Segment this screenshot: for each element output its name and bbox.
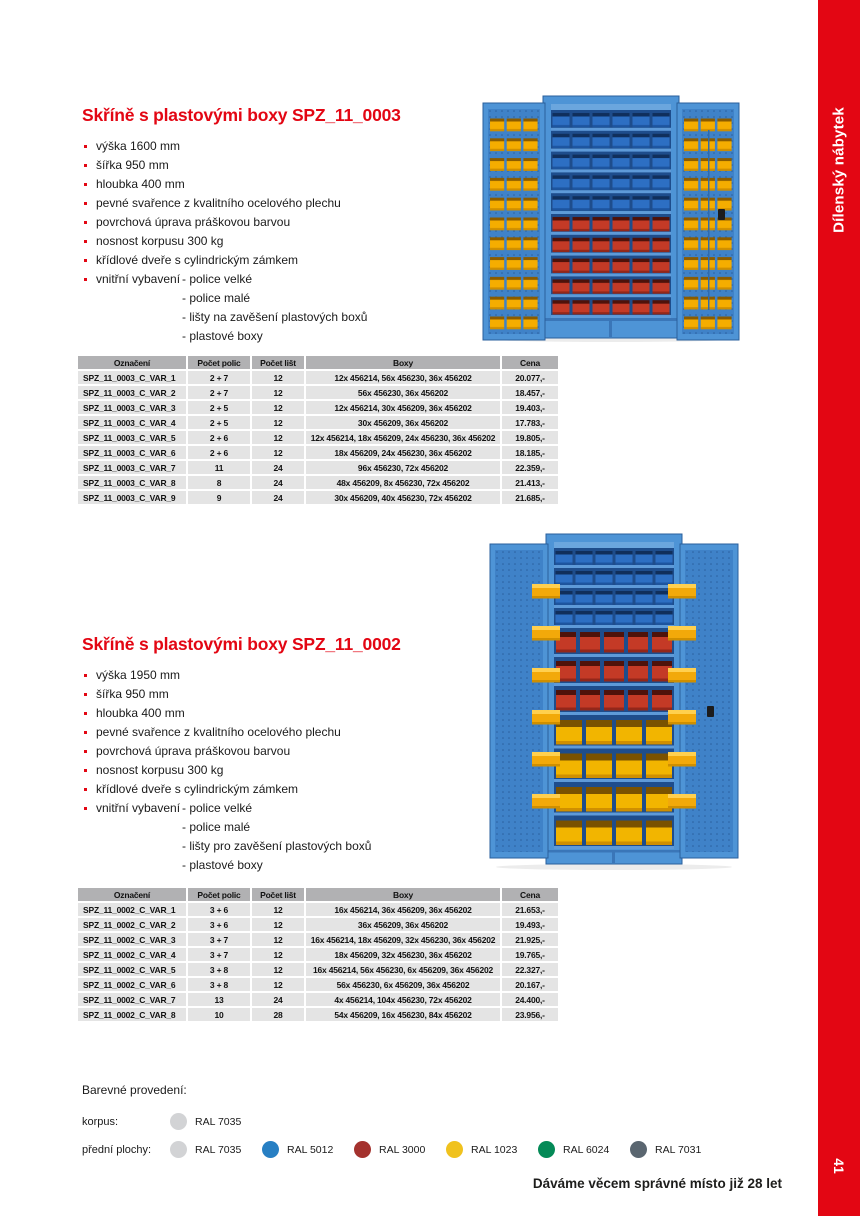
bullet-text: šířka 950 mm bbox=[96, 687, 169, 701]
cell-oznaceni: SPZ_11_0002_C_VAR_1 bbox=[78, 903, 186, 916]
cell-boxy: 56x 456230, 6x 456209, 36x 456202 bbox=[306, 978, 500, 991]
cell-oznaceni: SPZ_11_0003_C_VAR_2 bbox=[78, 386, 186, 399]
cell-boxy: 16x 456214, 56x 456230, 6x 456209, 36x 456202 bbox=[306, 963, 500, 976]
cell-oznaceni: SPZ_11_0003_C_VAR_1 bbox=[78, 371, 186, 384]
cell-boxy: 16x 456214, 18x 456209, 32x 456230, 36x 456202 bbox=[306, 933, 500, 946]
cell-pocet-polic: 8 bbox=[188, 476, 250, 489]
cell-oznaceni: SPZ_11_0003_C_VAR_3 bbox=[78, 401, 186, 414]
cell-pocet-polic: 2 + 5 bbox=[188, 401, 250, 414]
bullet-text: hloubka 400 mm bbox=[96, 177, 185, 191]
bullet-text: křídlové dveře s cylindrickým zámkem bbox=[96, 253, 299, 267]
bullet-icon bbox=[84, 259, 87, 262]
cell-pocet-polic: 9 bbox=[188, 491, 250, 504]
swatch-circle-icon bbox=[446, 1141, 463, 1158]
korpus-label: korpus: bbox=[82, 1115, 119, 1128]
bullet-icon bbox=[84, 164, 87, 167]
cell-boxy: 12x 456214, 18x 456209, 24x 456230, 36x 456202 bbox=[306, 431, 500, 444]
cell-pocet-list: 12 bbox=[252, 446, 304, 459]
bullet-icon bbox=[84, 202, 87, 205]
cell-boxy: 48x 456209, 8x 456230, 72x 456202 bbox=[306, 476, 500, 489]
color-swatch bbox=[538, 1141, 630, 1158]
cell-cena: 18.185,- bbox=[502, 446, 558, 459]
cell-cena: 22.359,- bbox=[502, 461, 558, 474]
equipment-item: - plastové boxy bbox=[182, 858, 263, 872]
front-color-row bbox=[82, 1141, 722, 1158]
table-row bbox=[78, 431, 558, 444]
swatch-label: RAL 6024 bbox=[563, 1143, 610, 1156]
bullet-text: výška 1600 mm bbox=[96, 139, 181, 153]
lock-icon bbox=[718, 209, 725, 220]
swatch-circle-icon bbox=[354, 1141, 371, 1158]
table-row bbox=[78, 993, 558, 1006]
list-item bbox=[82, 156, 472, 175]
korpus-color-row bbox=[82, 1113, 722, 1130]
equipment-item: - plastové boxy bbox=[182, 329, 263, 343]
table-header-cell: Cena bbox=[502, 888, 558, 901]
cell-cena: 20.077,- bbox=[502, 371, 558, 384]
front-label: přední plochy: bbox=[82, 1143, 152, 1156]
cell-boxy: 96x 456230, 72x 456202 bbox=[306, 461, 500, 474]
cell-boxy: 4x 456214, 104x 456230, 72x 456202 bbox=[306, 993, 500, 1006]
table-header-cell: Cena bbox=[502, 356, 558, 369]
cell-pocet-polic: 2 + 7 bbox=[188, 371, 250, 384]
list-item bbox=[82, 742, 472, 761]
page-title: Skříně s plastovými boxy SPZ_11_0003 bbox=[82, 105, 401, 125]
table-header-cell: Označení bbox=[78, 888, 186, 901]
bullet-text: šířka 950 mm bbox=[96, 158, 169, 172]
list-item bbox=[82, 175, 472, 194]
list-item bbox=[82, 194, 472, 213]
cell-boxy: 36x 456209, 36x 456202 bbox=[306, 918, 500, 931]
cabinet-photo-spz-11-0003 bbox=[475, 90, 747, 342]
cell-pocet-polic: 3 + 7 bbox=[188, 933, 250, 946]
cell-oznaceni: SPZ_11_0003_C_VAR_7 bbox=[78, 461, 186, 474]
swatch-label: RAL 7035 bbox=[195, 1143, 242, 1156]
cell-pocet-polic: 3 + 8 bbox=[188, 978, 250, 991]
equipment-row bbox=[82, 799, 472, 872]
color-swatch bbox=[170, 1113, 262, 1130]
colors-title: Barevné provedení: bbox=[82, 1083, 187, 1097]
list-item bbox=[82, 685, 472, 704]
cell-oznaceni: SPZ_11_0002_C_VAR_4 bbox=[78, 948, 186, 961]
table-row bbox=[78, 918, 558, 931]
cell-pocet-polic: 10 bbox=[188, 1008, 250, 1021]
cell-oznaceni: SPZ_11_0002_C_VAR_5 bbox=[78, 963, 186, 976]
cell-pocet-polic: 3 + 7 bbox=[188, 948, 250, 961]
cell-pocet-list: 12 bbox=[252, 978, 304, 991]
cell-pocet-polic: 11 bbox=[188, 461, 250, 474]
side-tab-label: Dílenský nábytek bbox=[830, 107, 848, 233]
cell-boxy: 18x 456209, 32x 456230, 36x 456202 bbox=[306, 948, 500, 961]
table-header-cell: Počet polic bbox=[188, 888, 250, 901]
cell-oznaceni: SPZ_11_0003_C_VAR_5 bbox=[78, 431, 186, 444]
cell-cena: 23.956,- bbox=[502, 1008, 558, 1021]
bullet-icon bbox=[84, 145, 87, 148]
footer-tagline: Dáváme věcem správné místo již 28 let bbox=[532, 1176, 782, 1191]
cell-cena: 21.653,- bbox=[502, 903, 558, 916]
spec-table-spz-11-0003 bbox=[76, 354, 560, 506]
bullet-text: hloubka 400 mm bbox=[96, 706, 185, 720]
side-tab bbox=[818, 0, 860, 1216]
equipment-row bbox=[82, 270, 472, 343]
cell-oznaceni: SPZ_11_0003_C_VAR_9 bbox=[78, 491, 186, 504]
bullet-icon bbox=[84, 240, 87, 243]
spec-table-spz-11-0002 bbox=[76, 886, 560, 1023]
color-swatch bbox=[170, 1141, 262, 1158]
equipment-item: - police malé bbox=[182, 820, 251, 834]
cell-boxy: 54x 456209, 16x 456230, 84x 456202 bbox=[306, 1008, 500, 1021]
bullet-icon bbox=[84, 712, 87, 715]
cell-pocet-list: 12 bbox=[252, 431, 304, 444]
cell-pocet-polic: 2 + 6 bbox=[188, 446, 250, 459]
bullet-icon bbox=[84, 693, 87, 696]
cell-oznaceni: SPZ_11_0002_C_VAR_2 bbox=[78, 918, 186, 931]
equipment-label: vnitřní vybavení bbox=[96, 801, 181, 815]
bullet-list bbox=[82, 666, 472, 799]
cell-cena: 19.493,- bbox=[502, 918, 558, 931]
cell-pocet-polic: 2 + 6 bbox=[188, 431, 250, 444]
section-spz-11-0003 bbox=[82, 105, 472, 343]
equipment-items bbox=[182, 799, 371, 875]
table-row bbox=[78, 371, 558, 384]
bullet-icon bbox=[84, 674, 87, 677]
cell-cena: 20.167,- bbox=[502, 978, 558, 991]
cell-pocet-list: 12 bbox=[252, 948, 304, 961]
swatch-circle-icon bbox=[630, 1141, 647, 1158]
swatch-label: RAL 7031 bbox=[655, 1143, 702, 1156]
cell-oznaceni: SPZ_11_0003_C_VAR_4 bbox=[78, 416, 186, 429]
swatch-label: RAL 5012 bbox=[287, 1143, 334, 1156]
cell-boxy: 30x 456209, 36x 456202 bbox=[306, 416, 500, 429]
page-number: 41 bbox=[831, 1158, 847, 1174]
list-item bbox=[82, 666, 472, 685]
bullet-text: pevné svařence z kvalitního ocelového plechu bbox=[96, 725, 341, 739]
cell-pocet-list: 28 bbox=[252, 1008, 304, 1021]
color-swatch bbox=[354, 1141, 446, 1158]
list-item bbox=[82, 761, 472, 780]
cell-cena: 21.413,- bbox=[502, 476, 558, 489]
bullet-list bbox=[82, 137, 472, 270]
table-row bbox=[78, 416, 558, 429]
table-row bbox=[78, 476, 558, 489]
cell-pocet-polic: 2 + 5 bbox=[188, 416, 250, 429]
cell-pocet-list: 12 bbox=[252, 918, 304, 931]
bullet-icon bbox=[84, 731, 87, 734]
table-row bbox=[78, 461, 558, 474]
swatch-label: RAL 1023 bbox=[471, 1143, 518, 1156]
table-header-cell: Označení bbox=[78, 356, 186, 369]
bullet-icon bbox=[84, 183, 87, 186]
table-row bbox=[78, 933, 558, 946]
equipment-label: vnitřní vybavení bbox=[96, 272, 181, 286]
table-row bbox=[78, 386, 558, 399]
table-row bbox=[78, 978, 558, 991]
cabinet-photo-spz-11-0002 bbox=[486, 526, 742, 871]
bullet-text: nosnost korpusu 300 kg bbox=[96, 234, 224, 248]
bullet-text: povrchová úprava práškovou barvou bbox=[96, 744, 291, 758]
bullet-icon bbox=[84, 278, 87, 281]
table-row bbox=[78, 963, 558, 976]
table-header-cell: Počet polic bbox=[188, 356, 250, 369]
bullet-text: nosnost korpusu 300 kg bbox=[96, 763, 224, 777]
cell-pocet-polic: 13 bbox=[188, 993, 250, 1006]
cell-oznaceni: SPZ_11_0003_C_VAR_6 bbox=[78, 446, 186, 459]
cell-pocet-list: 12 bbox=[252, 963, 304, 976]
swatch-circle-icon bbox=[262, 1141, 279, 1158]
cell-cena: 21.925,- bbox=[502, 933, 558, 946]
cell-pocet-polic: 3 + 6 bbox=[188, 918, 250, 931]
bullet-icon bbox=[84, 807, 87, 810]
cell-pocet-list: 24 bbox=[252, 461, 304, 474]
table-row bbox=[78, 491, 558, 504]
cell-pocet-list: 12 bbox=[252, 371, 304, 384]
cell-cena: 19.403,- bbox=[502, 401, 558, 414]
cell-oznaceni: SPZ_11_0002_C_VAR_7 bbox=[78, 993, 186, 1006]
equipment-item: - police malé bbox=[182, 291, 251, 305]
table-row bbox=[78, 948, 558, 961]
colors-section bbox=[82, 1083, 722, 1158]
list-item bbox=[82, 723, 472, 742]
front-swatches bbox=[170, 1141, 722, 1158]
color-swatch bbox=[446, 1141, 538, 1158]
cell-boxy: 18x 456209, 24x 456230, 36x 456202 bbox=[306, 446, 500, 459]
table-header-cell: Počet lišt bbox=[252, 356, 304, 369]
table-header-cell: Počet lišt bbox=[252, 888, 304, 901]
cell-oznaceni: SPZ_11_0003_C_VAR_8 bbox=[78, 476, 186, 489]
cell-boxy: 12x 456214, 30x 456209, 36x 456202 bbox=[306, 401, 500, 414]
cell-pocet-list: 12 bbox=[252, 933, 304, 946]
equipment-items bbox=[182, 270, 367, 346]
cell-pocet-list: 12 bbox=[252, 401, 304, 414]
list-item bbox=[82, 704, 472, 723]
swatch-label: RAL 7035 bbox=[195, 1115, 242, 1128]
cell-pocet-list: 12 bbox=[252, 903, 304, 916]
equipment-item: - police velké bbox=[182, 801, 253, 815]
table-header-row bbox=[78, 356, 558, 369]
table-row bbox=[78, 903, 558, 916]
color-swatch bbox=[262, 1141, 354, 1158]
cell-pocet-list: 24 bbox=[252, 476, 304, 489]
table-header-cell: Boxy bbox=[306, 356, 500, 369]
table-header-cell: Boxy bbox=[306, 888, 500, 901]
list-item bbox=[82, 232, 472, 251]
list-item bbox=[82, 213, 472, 232]
cell-pocet-polic: 3 + 6 bbox=[188, 903, 250, 916]
cell-pocet-polic: 2 + 7 bbox=[188, 386, 250, 399]
cell-cena: 22.327,- bbox=[502, 963, 558, 976]
list-item bbox=[82, 137, 472, 156]
swatch-circle-icon bbox=[170, 1141, 187, 1158]
cell-cena: 17.783,- bbox=[502, 416, 558, 429]
cell-oznaceni: SPZ_11_0002_C_VAR_8 bbox=[78, 1008, 186, 1021]
cell-cena: 19.805,- bbox=[502, 431, 558, 444]
cell-cena: 18.457,- bbox=[502, 386, 558, 399]
table-row bbox=[78, 446, 558, 459]
bullet-text: povrchová úprava práškovou barvou bbox=[96, 215, 291, 229]
cell-oznaceni: SPZ_11_0002_C_VAR_6 bbox=[78, 978, 186, 991]
cell-cena: 19.765,- bbox=[502, 948, 558, 961]
bullet-icon bbox=[84, 750, 87, 753]
table-row bbox=[78, 1008, 558, 1021]
bullet-text: křídlové dveře s cylindrickým zámkem bbox=[96, 782, 299, 796]
equipment-item: - lišty pro zavěšení plastových boxů bbox=[182, 839, 372, 853]
swatch-circle-icon bbox=[170, 1113, 187, 1130]
bullet-text: výška 1950 mm bbox=[96, 668, 181, 682]
bullet-icon bbox=[84, 788, 87, 791]
cell-boxy: 12x 456214, 56x 456230, 36x 456202 bbox=[306, 371, 500, 384]
table-header-row bbox=[78, 888, 558, 901]
lock-icon bbox=[707, 706, 714, 717]
cell-boxy: 56x 456230, 36x 456202 bbox=[306, 386, 500, 399]
bullet-icon bbox=[84, 221, 87, 224]
color-swatch bbox=[630, 1141, 722, 1158]
cell-pocet-list: 24 bbox=[252, 993, 304, 1006]
swatch-circle-icon bbox=[538, 1141, 555, 1158]
bullet-text: pevné svařence z kvalitního ocelového plechu bbox=[96, 196, 341, 210]
cell-pocet-list: 12 bbox=[252, 386, 304, 399]
cell-cena: 21.685,- bbox=[502, 491, 558, 504]
section-spz-11-0002 bbox=[82, 634, 472, 872]
list-item bbox=[82, 780, 472, 799]
cell-pocet-list: 12 bbox=[252, 416, 304, 429]
page-title: Skříně s plastovými boxy SPZ_11_0002 bbox=[82, 634, 401, 654]
korpus-swatches bbox=[170, 1113, 262, 1130]
equipment-item: - police velké bbox=[182, 272, 253, 286]
table-row bbox=[78, 401, 558, 414]
cell-pocet-polic: 3 + 8 bbox=[188, 963, 250, 976]
cell-boxy: 30x 456209, 40x 456230, 72x 456202 bbox=[306, 491, 500, 504]
equipment-item: - lišty na zavěšení plastových boxů bbox=[182, 310, 368, 324]
swatch-label: RAL 3000 bbox=[379, 1143, 426, 1156]
cell-pocet-list: 24 bbox=[252, 491, 304, 504]
cell-oznaceni: SPZ_11_0002_C_VAR_3 bbox=[78, 933, 186, 946]
cell-boxy: 16x 456214, 36x 456209, 36x 456202 bbox=[306, 903, 500, 916]
bullet-icon bbox=[84, 769, 87, 772]
list-item bbox=[82, 251, 472, 270]
cell-cena: 24.400,- bbox=[502, 993, 558, 1006]
